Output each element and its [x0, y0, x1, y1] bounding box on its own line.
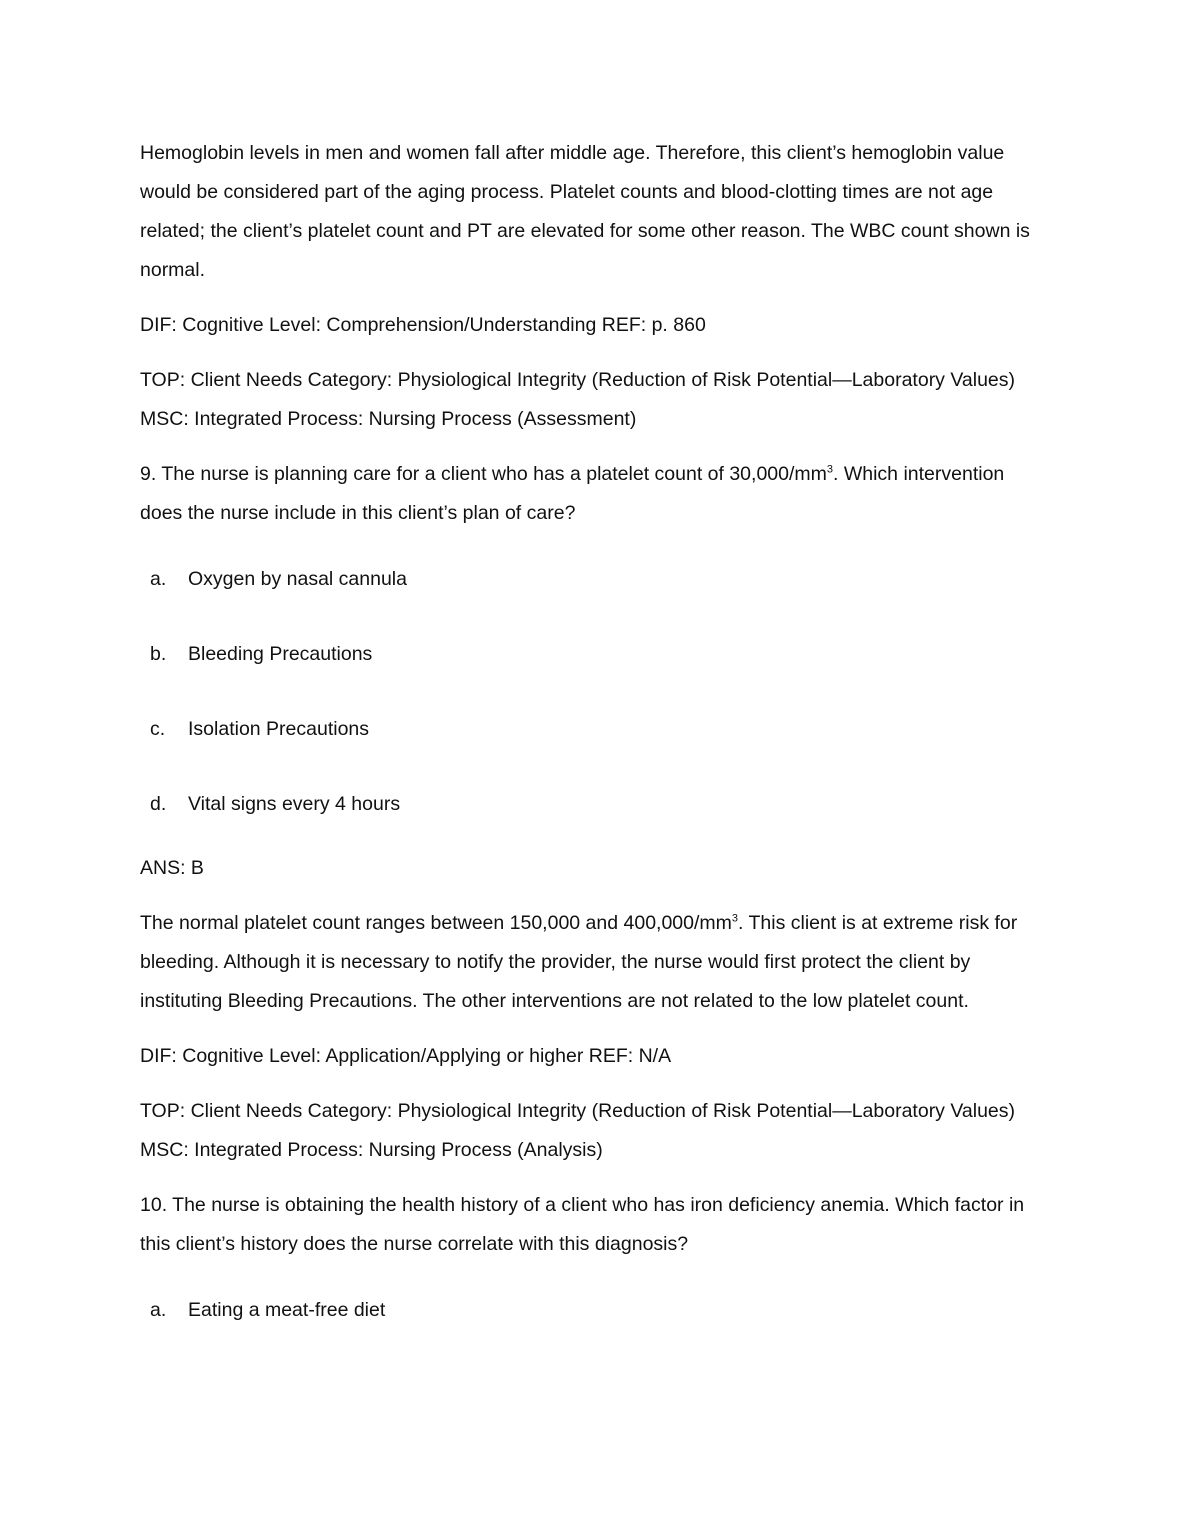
q9-option-letter: c. [150, 718, 166, 740]
msc-line-q9: MSC: Integrated Process: Nursing Process (Analysis) [140, 1139, 603, 1161]
q9-rationale-text-end: . This client is at extreme risk for bleeding. Although it is necessary to notify the provider, the nurse would first protect the client by instituting Bleeding Precautions. The other interventions are not related to the low platelet count. [140, 912, 1018, 1012]
top-msc-block-q8 [140, 361, 1050, 439]
question-9-stem-text: 9. The nurse is planning care for a client who has a platelet count of 30,000/mm [140, 463, 827, 485]
q9-option-text: Isolation Precautions [188, 718, 370, 740]
q9-rationale-paragraph [140, 904, 1050, 1021]
q9-option-b [150, 639, 372, 669]
msc-line-q8: MSC: Integrated Process: Nursing Process (Assessment) [140, 408, 637, 430]
top-line-q9: TOP: Client Needs Category: Physiological Integrity (Reduction of Risk Potential—Laboratory Values) [140, 1100, 1016, 1122]
q10-option-a [150, 1295, 385, 1325]
question-9-stem-text-end: . Which intervention does the nurse include in this client’s plan of care? [140, 463, 1005, 524]
question-9-stem [140, 455, 1050, 533]
q9-option-text: Oxygen by nasal cannula [188, 568, 407, 590]
q9-answer: ANS: B [140, 857, 204, 879]
top-line-q8: TOP: Client Needs Category: Physiological Integrity (Reduction of Risk Potential—Laboratory Values) [140, 369, 1016, 391]
hemoglobin-rationale-paragraph: Hemoglobin levels in men and women fall after middle age. Therefore, this client’s hemoglobin value would be considered part of the aging process. Platelet counts and blood-clotting times are not age related; the client’s platelet count and PT are elevated for some other reason. The WBC count shown is normal. [140, 142, 1030, 281]
question-9-superscript: 3 [826, 463, 834, 476]
q9-option-text: Vital signs every 4 hours [188, 793, 401, 815]
q9-rationale-superscript: 3 [731, 912, 739, 925]
top-msc-block-q9 [140, 1092, 1050, 1170]
q9-option-letter: b. [150, 643, 167, 665]
dif-line-q9: DIF: Cognitive Level: Application/Applying or higher REF: N/A [140, 1045, 672, 1067]
q9-option-d [150, 789, 400, 819]
q9-option-a [150, 564, 407, 594]
question-10-stem: 10. The nurse is obtaining the health history of a client who has iron deficiency anemia. Which factor in this client’s history does the nurse correlate with this diagnosis? [140, 1194, 1025, 1255]
q9-option-text: Bleeding Precautions [188, 643, 373, 665]
q10-option-letter: a. [150, 1299, 167, 1321]
q9-option-letter: d. [150, 793, 167, 815]
q9-rationale-text: The normal platelet count ranges between 150,000 and 400,000/mm [140, 912, 732, 934]
q9-option-letter: a. [150, 568, 167, 590]
q9-option-c [150, 714, 369, 744]
dif-line-q8: DIF: Cognitive Level: Comprehension/Understanding REF: p. 860 [140, 314, 706, 336]
q10-option-text: Eating a meat-free diet [188, 1299, 386, 1321]
